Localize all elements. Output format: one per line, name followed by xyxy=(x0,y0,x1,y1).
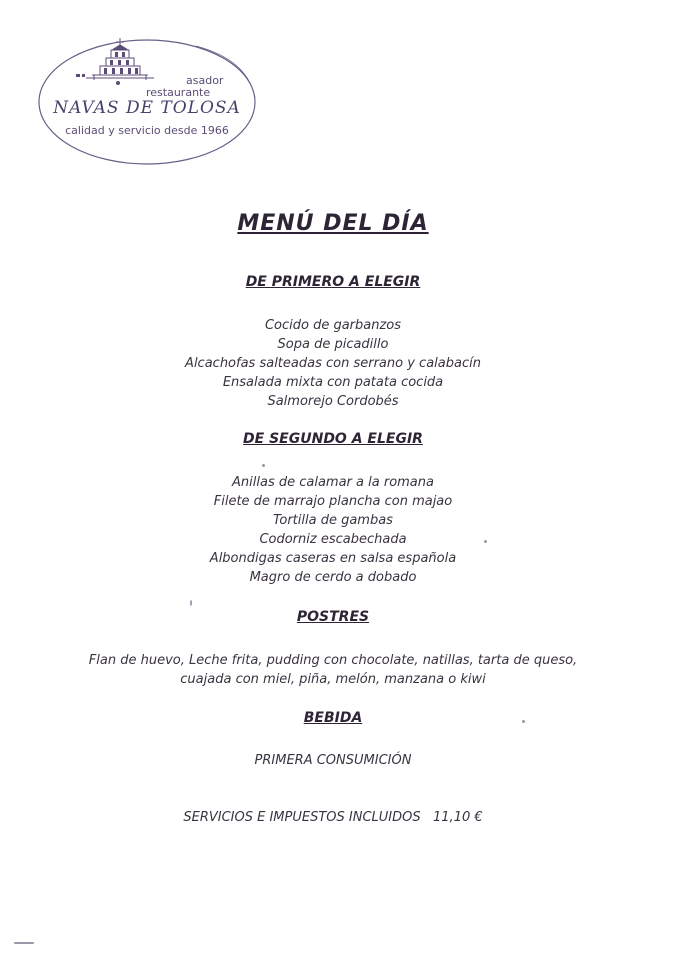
list-item: Magro de cerdo a dobado xyxy=(249,570,417,585)
list-item: Sopa de picadillo xyxy=(277,337,389,352)
second-course-heading: DE SEGUNDO A ELEGIR xyxy=(243,431,423,447)
second-course-list xyxy=(0,473,666,587)
list-item: Tortilla de gambas xyxy=(273,513,393,528)
list-item: Ensalada mixta con patata cocida xyxy=(222,375,444,390)
list-item: Codorniz escabechada xyxy=(259,532,407,547)
list-item: Filete de marrajo plancha con majao xyxy=(213,494,453,509)
logo-restaurant-name: NAVAS DE TOLOSA xyxy=(53,98,241,118)
services-included-text: SERVICIOS E IMPUESTOS INCLUIDOS xyxy=(183,810,421,825)
list-item: Anillas de calamar a la romana xyxy=(232,475,434,490)
logo-line-asador: asador xyxy=(186,74,224,87)
list-item: Flan de huevo, Leche frita, pudding con chocolate, natillas, tarta de queso, xyxy=(88,653,578,668)
drink-heading: BEBIDA xyxy=(303,710,363,726)
scan-speck xyxy=(522,720,525,723)
scan-speck xyxy=(14,942,34,944)
list-item: Cocido de garbanzos xyxy=(264,318,402,333)
first-course-heading: DE PRIMERO A ELEGIR xyxy=(245,274,421,290)
menu-price: 11,10 € xyxy=(433,810,483,825)
desserts-list xyxy=(0,651,666,689)
price-line xyxy=(0,808,666,827)
restaurant-logo xyxy=(36,36,258,168)
scan-speck xyxy=(190,600,192,606)
desserts-heading: POSTRES xyxy=(296,609,370,625)
logo-line-restaurante: restaurante xyxy=(146,86,211,99)
scan-speck xyxy=(262,464,265,467)
list-item: Salmorejo Cordobés xyxy=(267,394,399,409)
list-item: Albondigas caseras en salsa española xyxy=(209,551,457,566)
scan-speck xyxy=(484,540,487,543)
list-item: cuajada con miel, piña, melón, manzana o kiwi xyxy=(180,672,486,687)
logo-tagline: calidad y servicio desde 1966 xyxy=(65,124,229,137)
drink-text: PRIMERA CONSUMICIÓN xyxy=(254,753,412,768)
menu-title: MENÚ DEL DÍA xyxy=(237,211,429,236)
first-course-list xyxy=(0,316,666,411)
list-item: Alcachofas salteadas con serrano y calabacín xyxy=(185,356,481,371)
